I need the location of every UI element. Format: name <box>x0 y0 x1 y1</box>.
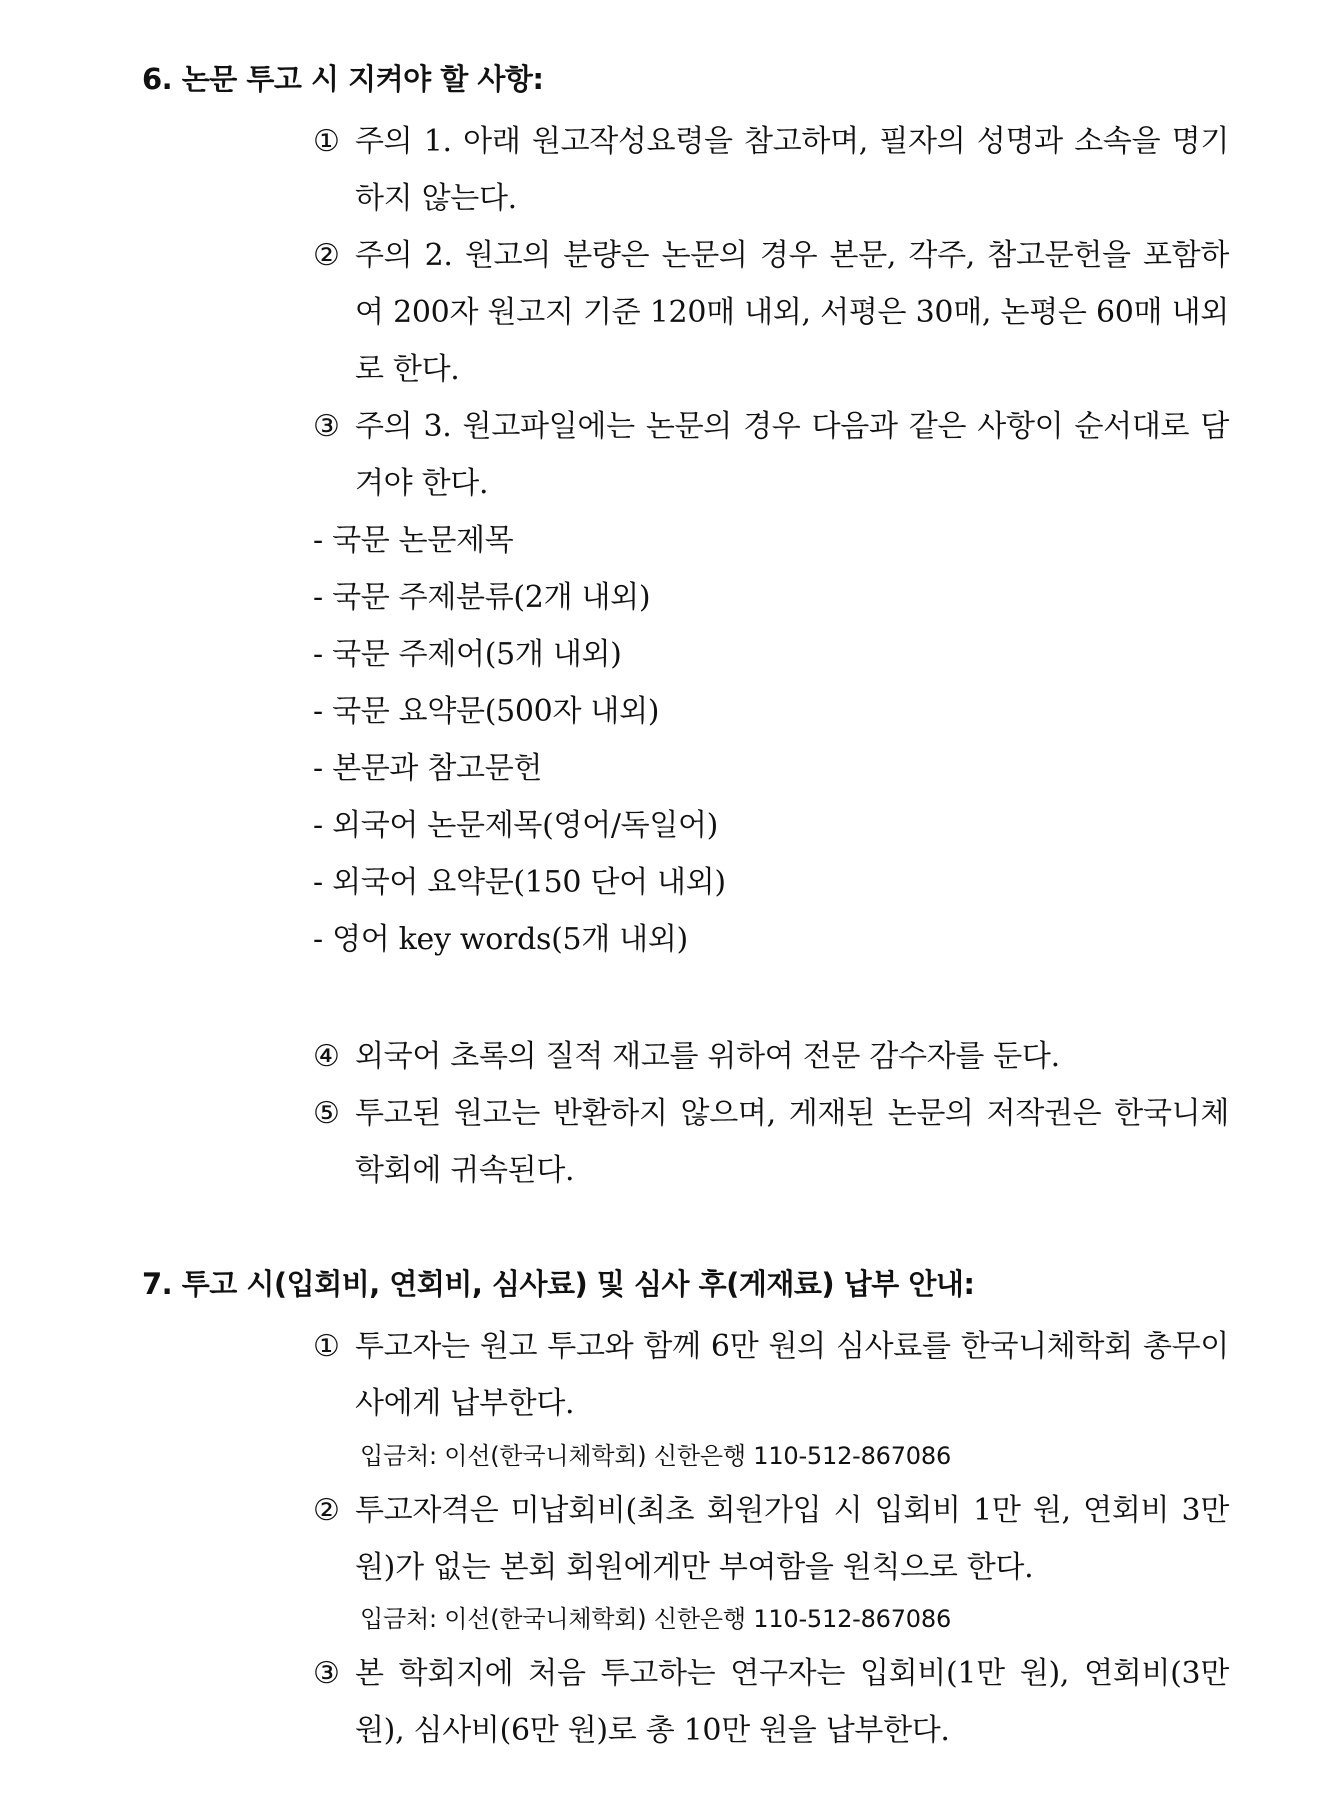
item-number: ③ <box>313 409 340 444</box>
item-number: ② <box>313 238 340 273</box>
bank-account-info: 입금처: 이선(한국니체학회) 신한은행 110-512-867086 <box>360 1605 952 1633</box>
bullet-item: - 외국어 논문제목(영어/독일어) <box>313 808 719 843</box>
item-text: 투고된 원고는 반환하지 않으며, 게재된 논문의 저작권은 한국니체학회에 귀속된다. <box>355 1096 1229 1188</box>
list-item <box>313 1028 1229 1085</box>
bullet-item: - 국문 주제분류(2개 내외) <box>313 580 651 615</box>
item-number: ① <box>313 124 340 159</box>
bank-account-info: 입금처: 이선(한국니체학회) 신한은행 110-512-867086 <box>360 1442 952 1470</box>
bullet-item: - 영어 key words(5개 내외) <box>313 922 688 957</box>
bullet-item: - 국문 요약문(500자 내외) <box>313 694 660 729</box>
item-text: 투고자격은 미납회비(최초 회원가입 시 입회비 1만 원, 연회비 3만 원)가 없는 본회 회원에게만 부여함을 원칙으로 한다. <box>355 1493 1229 1585</box>
list-item <box>313 1085 1229 1199</box>
item-number: ② <box>313 1493 340 1528</box>
list-item <box>313 398 1229 512</box>
item-text: 외국어 초록의 질적 재고를 위하여 전문 감수자를 둔다. <box>355 1039 1060 1074</box>
section-7-heading: 7. 투고 시(입회비, 연회비, 심사료) 및 심사 후(게재료) 납부 안내: <box>142 1267 975 1301</box>
item-number: ⑤ <box>313 1096 340 1131</box>
item-number: ① <box>313 1329 340 1364</box>
item-text: 본 학회지에 처음 투고하는 연구자는 입회비(1만 원), 연회비(3만 원), 심사비(6만 원)로 총 10만 원을 납부한다. <box>355 1656 1229 1748</box>
list-item <box>313 1645 1229 1759</box>
item-text: 주의 2. 원고의 분량은 논문의 경우 본문, 각주, 참고문헌을 포함하여 200자 원고지 기준 120매 내외, 서평은 30매, 논평은 60매 내외로 한다. <box>355 238 1229 387</box>
item-text: 주의 3. 원고파일에는 논문의 경우 다음과 같은 사항이 순서대로 담겨야 한다. <box>355 409 1229 501</box>
item-text: 주의 1. 아래 원고작성요령을 참고하며, 필자의 성명과 소속을 명기하지 않는다. <box>355 124 1229 216</box>
bullet-item: - 본문과 참고문헌 <box>313 751 543 786</box>
item-text: 투고자는 원고 투고와 함께 6만 원의 심사료를 한국니체학회 총무이사에게 납부한다. <box>355 1329 1229 1421</box>
bullet-item: - 국문 논문제목 <box>313 523 514 558</box>
list-item <box>313 113 1229 227</box>
item-number: ④ <box>313 1039 340 1074</box>
bullet-item: - 국문 주제어(5개 내외) <box>313 637 622 672</box>
list-item <box>313 1318 1229 1432</box>
bullet-item: - 외국어 요약문(150 단어 내외) <box>313 865 726 900</box>
item-number: ③ <box>313 1656 340 1691</box>
list-item <box>313 227 1229 398</box>
list-item <box>313 1482 1229 1596</box>
section-6-heading: 6. 논문 투고 시 지켜야 할 사항: <box>142 62 544 96</box>
